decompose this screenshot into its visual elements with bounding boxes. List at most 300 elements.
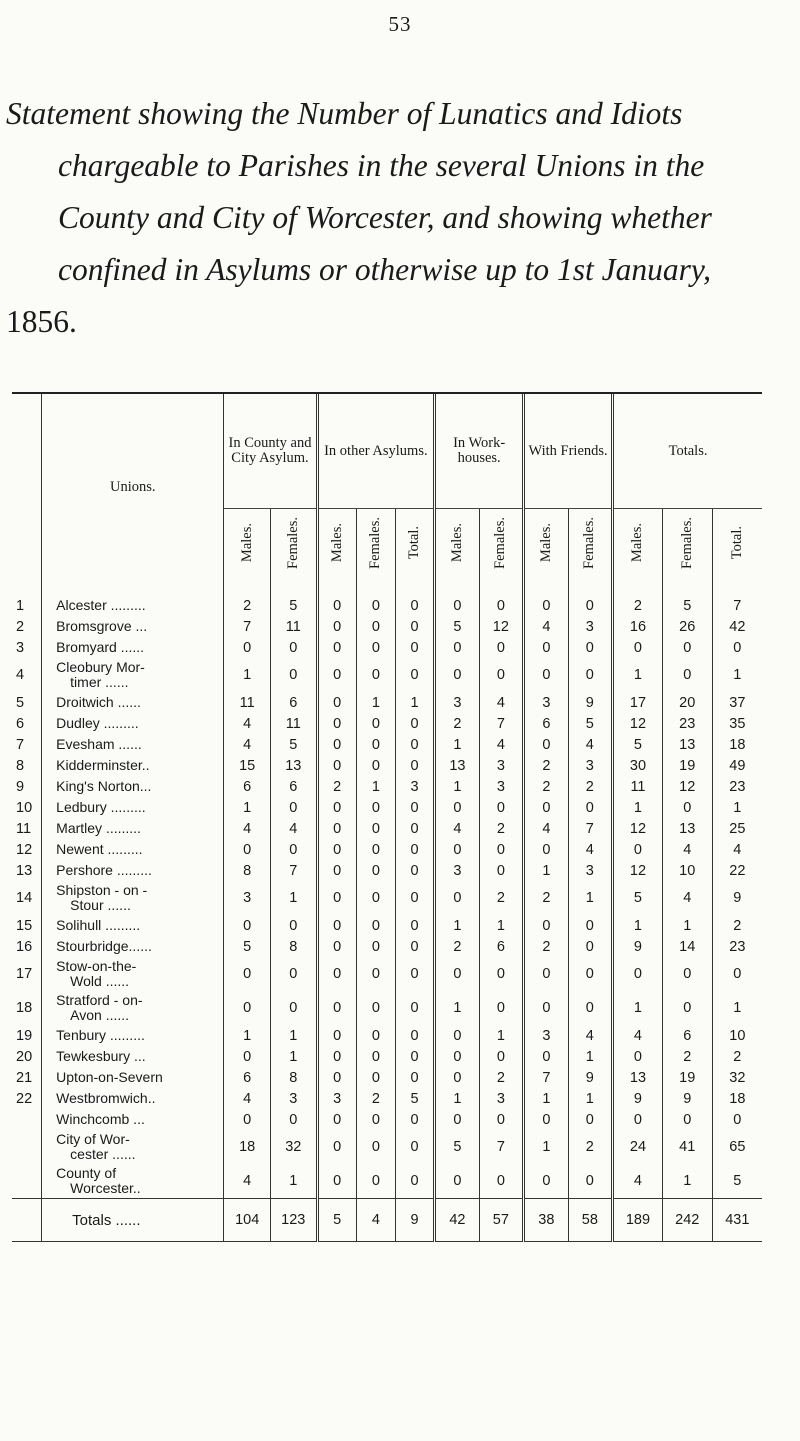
table-cell: 0 bbox=[662, 797, 712, 818]
table-cell: 0 bbox=[395, 957, 434, 991]
union-name-line-2: timer ...... bbox=[70, 674, 129, 690]
table-cell: 0 bbox=[317, 957, 356, 991]
table-cell: 0 bbox=[524, 957, 568, 991]
table-cell: 0 bbox=[662, 658, 712, 692]
table-cell: 0 bbox=[395, 839, 434, 860]
table-cell: 2 bbox=[435, 713, 479, 734]
header-workhouses: In Work-houses. bbox=[435, 394, 524, 509]
table-cell: 0 bbox=[395, 755, 434, 776]
table-cell: 0 bbox=[395, 616, 434, 637]
table-cell: 0 bbox=[568, 991, 612, 1025]
table-cell: 3 bbox=[524, 1025, 568, 1046]
table-cell: 0 bbox=[270, 839, 317, 860]
table-cell: 0 bbox=[568, 915, 612, 936]
table-cell: 3 bbox=[435, 860, 479, 881]
table-cell: 3 bbox=[317, 1088, 356, 1109]
table-cell: 0 bbox=[524, 658, 568, 692]
table-cell: 0 bbox=[613, 1046, 663, 1067]
union-name-line-1: Stow-on-the- bbox=[56, 958, 137, 974]
table-cell: 2 bbox=[224, 581, 271, 616]
totals-cell: 104 bbox=[224, 1199, 271, 1242]
table-cell: 1 bbox=[524, 1130, 568, 1164]
table-row bbox=[12, 1130, 762, 1164]
table-cell: 12 bbox=[613, 818, 663, 839]
table-cell: 0 bbox=[270, 915, 317, 936]
table-cell: 49 bbox=[712, 755, 762, 776]
totals-cell: 58 bbox=[568, 1199, 612, 1242]
col-females: Females. bbox=[356, 509, 395, 582]
table-cell: 1 bbox=[224, 658, 271, 692]
table-cell: 18 bbox=[712, 734, 762, 755]
col-males: Males. bbox=[613, 509, 663, 582]
table-row bbox=[12, 936, 762, 957]
table-cell: 0 bbox=[435, 1025, 479, 1046]
table-cell: 4 bbox=[568, 839, 612, 860]
table-cell: 7 bbox=[270, 860, 317, 881]
table-cell: 11 bbox=[224, 692, 271, 713]
table-cell: 0 bbox=[317, 860, 356, 881]
table-cell: 0 bbox=[317, 734, 356, 755]
union-name-line-1: Shipston - on - bbox=[56, 882, 148, 898]
union-name: Upton-on-Severn bbox=[42, 1067, 224, 1088]
union-name: Evesham ...... bbox=[42, 734, 224, 755]
table-cell: 0 bbox=[613, 1109, 663, 1130]
table-cell: 2 bbox=[479, 1067, 523, 1088]
table-cell: 9 bbox=[662, 1088, 712, 1109]
table-cell: 0 bbox=[479, 991, 523, 1025]
totals-cell: 9 bbox=[395, 1199, 434, 1242]
table-cell: 9 bbox=[712, 881, 762, 915]
totals-cell: 189 bbox=[613, 1199, 663, 1242]
table-cell: 1 bbox=[479, 915, 523, 936]
table-cell: 15 bbox=[224, 755, 271, 776]
table-cell: 0 bbox=[317, 1164, 356, 1199]
table-cell: 0 bbox=[356, 637, 395, 658]
table-cell: 0 bbox=[356, 734, 395, 755]
table-cell: 6 bbox=[479, 936, 523, 957]
table-cell: 0 bbox=[568, 658, 612, 692]
table-cell: 0 bbox=[479, 957, 523, 991]
table-cell: 0 bbox=[524, 637, 568, 658]
table-cell: 0 bbox=[356, 1025, 395, 1046]
table-cell: 4 bbox=[479, 734, 523, 755]
table-row bbox=[12, 991, 762, 1025]
table-cell: 2 bbox=[479, 818, 523, 839]
table-cell: 4 bbox=[662, 839, 712, 860]
page-number: 53 bbox=[388, 12, 412, 36]
table-cell: 9 bbox=[568, 692, 612, 713]
table-cell: 0 bbox=[317, 1130, 356, 1164]
union-name bbox=[42, 991, 224, 1025]
table-cell: 6 bbox=[270, 776, 317, 797]
table-cell: 16 bbox=[613, 616, 663, 637]
table-cell: 12 bbox=[613, 860, 663, 881]
totals-cell: 38 bbox=[524, 1199, 568, 1242]
totals-row bbox=[12, 1199, 762, 1242]
row-number bbox=[12, 1164, 42, 1199]
table-cell: 2 bbox=[568, 1130, 612, 1164]
table-cell: 1 bbox=[568, 1046, 612, 1067]
table-cell: 0 bbox=[356, 1109, 395, 1130]
table-row bbox=[12, 658, 762, 692]
table-cell: 0 bbox=[317, 991, 356, 1025]
table-cell: 1 bbox=[712, 797, 762, 818]
table-cell: 0 bbox=[356, 1067, 395, 1088]
table-cell: 0 bbox=[479, 797, 523, 818]
union-name: Bromyard ...... bbox=[42, 637, 224, 658]
table-row bbox=[12, 1088, 762, 1109]
table-cell: 4 bbox=[479, 692, 523, 713]
union-name: King's Norton... bbox=[42, 776, 224, 797]
table-cell: 0 bbox=[435, 839, 479, 860]
row-number: 2 bbox=[16, 618, 25, 635]
table-cell: 0 bbox=[479, 658, 523, 692]
table-cell: 2 bbox=[524, 755, 568, 776]
union-name bbox=[42, 881, 224, 915]
row-number: 8 bbox=[16, 757, 25, 774]
table-row bbox=[12, 957, 762, 991]
table-cell: 12 bbox=[613, 713, 663, 734]
col-females: Females. bbox=[479, 509, 523, 582]
title-line-4: confined in Asylums or otherwise up to 1st January, bbox=[58, 252, 712, 287]
table-cell: 13 bbox=[270, 755, 317, 776]
table-cell: 0 bbox=[317, 839, 356, 860]
table-cell: 32 bbox=[712, 1067, 762, 1088]
table-cell: 0 bbox=[395, 915, 434, 936]
table-cell: 24 bbox=[613, 1130, 663, 1164]
table-cell: 5 bbox=[613, 734, 663, 755]
row-number: 17 bbox=[16, 966, 33, 982]
table-cell: 2 bbox=[435, 936, 479, 957]
table-cell: 0 bbox=[613, 839, 663, 860]
table-cell: 0 bbox=[395, 637, 434, 658]
union-name: Droitwich ...... bbox=[42, 692, 224, 713]
table-cell: 6 bbox=[270, 692, 317, 713]
table-cell: 0 bbox=[524, 797, 568, 818]
table-cell: 0 bbox=[479, 1109, 523, 1130]
table-row bbox=[12, 860, 762, 881]
table-cell: 2 bbox=[712, 915, 762, 936]
col-males: Males. bbox=[224, 509, 271, 582]
table-cell: 19 bbox=[662, 755, 712, 776]
table-cell: 11 bbox=[270, 713, 317, 734]
header-county-asylum: In County and City Asylum. bbox=[224, 394, 317, 509]
row-number bbox=[12, 1109, 42, 1130]
row-number: 7 bbox=[16, 736, 25, 753]
table-cell: 1 bbox=[613, 797, 663, 818]
totals-cell: 57 bbox=[479, 1199, 523, 1242]
table-cell: 0 bbox=[395, 991, 434, 1025]
row-number: 1 bbox=[16, 597, 25, 614]
table-cell: 23 bbox=[662, 713, 712, 734]
table-cell: 0 bbox=[395, 658, 434, 692]
table-cell: 6 bbox=[224, 776, 271, 797]
table-cell: 0 bbox=[224, 915, 271, 936]
table-cell: 1 bbox=[224, 797, 271, 818]
totals-cell: 42 bbox=[435, 1199, 479, 1242]
table-cell: 4 bbox=[224, 734, 271, 755]
row-number: 9 bbox=[16, 778, 25, 795]
table-cell: 0 bbox=[224, 637, 271, 658]
table-cell: 4 bbox=[524, 616, 568, 637]
table-cell: 0 bbox=[224, 957, 271, 991]
table-row bbox=[12, 713, 762, 734]
table-cell: 3 bbox=[435, 692, 479, 713]
table-cell: 0 bbox=[524, 581, 568, 616]
table-cell: 0 bbox=[524, 1046, 568, 1067]
table-cell: 0 bbox=[224, 1109, 271, 1130]
table-cell: 6 bbox=[224, 1067, 271, 1088]
table-cell: 0 bbox=[435, 957, 479, 991]
table-cell: 0 bbox=[356, 936, 395, 957]
union-name: Solihull ......... bbox=[42, 915, 224, 936]
table-cell: 0 bbox=[317, 637, 356, 658]
table-row bbox=[12, 637, 762, 658]
table-cell: 1 bbox=[662, 1164, 712, 1199]
table-cell: 1 bbox=[712, 991, 762, 1025]
union-name: Westbromwich.. bbox=[42, 1088, 224, 1109]
col-males: Males. bbox=[435, 509, 479, 582]
table-cell: 5 bbox=[712, 1164, 762, 1199]
table-row bbox=[12, 755, 762, 776]
table-cell: 5 bbox=[435, 616, 479, 637]
table-cell: 32 bbox=[270, 1130, 317, 1164]
table-cell: 0 bbox=[317, 581, 356, 616]
union-name bbox=[42, 1164, 224, 1199]
table-cell: 8 bbox=[224, 860, 271, 881]
table-cell: 9 bbox=[568, 1067, 612, 1088]
table-cell: 0 bbox=[395, 1067, 434, 1088]
union-name: Winchcomb ... bbox=[42, 1109, 224, 1130]
table-cell: 2 bbox=[568, 776, 612, 797]
table-cell: 0 bbox=[356, 818, 395, 839]
table-cell: 2 bbox=[662, 1046, 712, 1067]
totals-cell: 5 bbox=[317, 1199, 356, 1242]
union-name: Alcester ......... bbox=[42, 581, 224, 616]
table-cell: 23 bbox=[712, 776, 762, 797]
header-unions: Unions. bbox=[42, 394, 224, 581]
table-row bbox=[12, 881, 762, 915]
totals-cell: 4 bbox=[356, 1199, 395, 1242]
table-cell: 0 bbox=[356, 860, 395, 881]
table-cell: 17 bbox=[613, 692, 663, 713]
table-cell: 0 bbox=[356, 1046, 395, 1067]
header-friends: With Friends. bbox=[524, 394, 613, 509]
table-cell: 0 bbox=[224, 1046, 271, 1067]
table-cell: 2 bbox=[479, 881, 523, 915]
table-cell: 2 bbox=[524, 776, 568, 797]
table-cell: 4 bbox=[662, 881, 712, 915]
table-cell: 0 bbox=[356, 616, 395, 637]
table-cell: 0 bbox=[270, 637, 317, 658]
table-cell: 7 bbox=[568, 818, 612, 839]
row-number: 15 bbox=[16, 917, 33, 934]
union-name: Newent ......... bbox=[42, 839, 224, 860]
table-cell: 18 bbox=[712, 1088, 762, 1109]
table-cell: 0 bbox=[270, 1109, 317, 1130]
table-cell: 0 bbox=[712, 637, 762, 658]
table-cell: 2 bbox=[524, 936, 568, 957]
union-name: Tenbury ......... bbox=[42, 1025, 224, 1046]
row-number: 21 bbox=[16, 1069, 33, 1086]
row-number bbox=[12, 1130, 42, 1164]
union-name bbox=[42, 1130, 224, 1164]
table-cell: 13 bbox=[662, 734, 712, 755]
table-cell: 0 bbox=[435, 1046, 479, 1067]
table-cell: 7 bbox=[479, 713, 523, 734]
table-cell: 19 bbox=[662, 1067, 712, 1088]
table-cell: 4 bbox=[224, 818, 271, 839]
table-cell: 0 bbox=[395, 860, 434, 881]
table-row bbox=[12, 1046, 762, 1067]
table-cell: 1 bbox=[613, 658, 663, 692]
table-cell: 0 bbox=[270, 658, 317, 692]
table-cell: 20 bbox=[662, 692, 712, 713]
table-row bbox=[12, 616, 762, 637]
row-number: 6 bbox=[16, 715, 25, 732]
table-cell: 3 bbox=[224, 881, 271, 915]
table-row bbox=[12, 734, 762, 755]
table-cell: 0 bbox=[524, 1109, 568, 1130]
table-cell: 3 bbox=[568, 616, 612, 637]
table-cell: 0 bbox=[356, 713, 395, 734]
totals-label: Totals ...... bbox=[42, 1199, 224, 1242]
table-cell: 0 bbox=[395, 1130, 434, 1164]
table-cell: 1 bbox=[435, 734, 479, 755]
table-cell: 22 bbox=[712, 860, 762, 881]
table-cell: 5 bbox=[395, 1088, 434, 1109]
table-cell: 0 bbox=[524, 1164, 568, 1199]
table-cell: 1 bbox=[712, 658, 762, 692]
table-cell: 1 bbox=[356, 776, 395, 797]
table-cell: 1 bbox=[356, 692, 395, 713]
table-cell: 0 bbox=[524, 991, 568, 1025]
table-cell: 0 bbox=[356, 658, 395, 692]
union-name-line-2: Avon ...... bbox=[70, 1007, 130, 1023]
header-totals: Totals. bbox=[613, 394, 762, 509]
table-row bbox=[12, 776, 762, 797]
table-cell: 0 bbox=[317, 915, 356, 936]
table-cell: 0 bbox=[524, 915, 568, 936]
col-total: Total. bbox=[395, 509, 434, 582]
row-number: 3 bbox=[16, 639, 25, 656]
table-cell: 12 bbox=[479, 616, 523, 637]
table-cell: 0 bbox=[395, 1109, 434, 1130]
table-cell: 4 bbox=[224, 1088, 271, 1109]
col-males: Males. bbox=[317, 509, 356, 582]
table-cell: 0 bbox=[568, 797, 612, 818]
row-number: 10 bbox=[16, 799, 33, 816]
table-cell: 3 bbox=[568, 860, 612, 881]
table-cell: 5 bbox=[662, 581, 712, 616]
table-cell: 13 bbox=[662, 818, 712, 839]
table-cell: 65 bbox=[712, 1130, 762, 1164]
table-cell: 2 bbox=[712, 1046, 762, 1067]
table-cell: 3 bbox=[568, 755, 612, 776]
row-number: 11 bbox=[16, 820, 32, 837]
table-cell: 0 bbox=[317, 713, 356, 734]
table-cell: 0 bbox=[568, 1164, 612, 1199]
table-cell: 1 bbox=[435, 991, 479, 1025]
table-cell: 1 bbox=[568, 881, 612, 915]
table-cell: 0 bbox=[317, 936, 356, 957]
table-cell: 4 bbox=[435, 818, 479, 839]
table-row bbox=[12, 797, 762, 818]
table-cell: 0 bbox=[524, 734, 568, 755]
row-number: 22 bbox=[16, 1090, 33, 1107]
table-cell: 0 bbox=[479, 839, 523, 860]
union-name-line-2: Worcester.. bbox=[70, 1180, 141, 1196]
table-cell: 1 bbox=[524, 860, 568, 881]
table-cell: 0 bbox=[356, 1130, 395, 1164]
table-cell: 0 bbox=[356, 581, 395, 616]
table-cell: 0 bbox=[568, 637, 612, 658]
table-cell: 1 bbox=[435, 1088, 479, 1109]
union-name: Martley ......... bbox=[42, 818, 224, 839]
table-cell: 0 bbox=[270, 991, 317, 1025]
table-cell: 0 bbox=[356, 1164, 395, 1199]
table-cell: 0 bbox=[435, 637, 479, 658]
table-body bbox=[12, 581, 762, 1242]
table-cell: 4 bbox=[224, 713, 271, 734]
row-number: 12 bbox=[16, 841, 33, 858]
table-cell: 0 bbox=[395, 936, 434, 957]
table-cell: 8 bbox=[270, 1067, 317, 1088]
table-cell: 5 bbox=[224, 936, 271, 957]
table-cell: 5 bbox=[435, 1130, 479, 1164]
table-cell: 0 bbox=[356, 755, 395, 776]
table-cell: 3 bbox=[479, 776, 523, 797]
table-cell: 5 bbox=[270, 734, 317, 755]
table-cell: 0 bbox=[317, 658, 356, 692]
table-cell: 0 bbox=[568, 1109, 612, 1130]
table-cell: 0 bbox=[224, 839, 271, 860]
title-line-2: chargeable to Parishes in the several Unions in the bbox=[58, 148, 705, 183]
table-cell: 4 bbox=[524, 818, 568, 839]
table-cell: 42 bbox=[712, 616, 762, 637]
table-cell: 0 bbox=[356, 881, 395, 915]
table-cell: 1 bbox=[662, 915, 712, 936]
table-cell: 0 bbox=[317, 616, 356, 637]
table-cell: 0 bbox=[712, 1109, 762, 1130]
table-cell: 3 bbox=[524, 692, 568, 713]
table-cell: 0 bbox=[395, 881, 434, 915]
table-cell: 9 bbox=[613, 1088, 663, 1109]
row-number: 5 bbox=[16, 694, 25, 711]
union-name: Pershore ......... bbox=[42, 860, 224, 881]
table-cell: 1 bbox=[613, 991, 663, 1025]
union-name: Tewkesbury ... bbox=[42, 1046, 224, 1067]
table-cell: 0 bbox=[270, 797, 317, 818]
union-name: Bromsgrove ... bbox=[42, 616, 224, 637]
table-cell: 0 bbox=[395, 581, 434, 616]
table-cell: 0 bbox=[479, 637, 523, 658]
table-cell: 0 bbox=[568, 936, 612, 957]
table-cell: 4 bbox=[712, 839, 762, 860]
table-cell: 13 bbox=[435, 755, 479, 776]
totals-cell: 123 bbox=[270, 1199, 317, 1242]
table-cell: 3 bbox=[479, 1088, 523, 1109]
table-cell: 9 bbox=[613, 936, 663, 957]
table-cell: 0 bbox=[317, 818, 356, 839]
col-females: Females. bbox=[662, 509, 712, 582]
table-cell: 7 bbox=[224, 616, 271, 637]
table-cell: 0 bbox=[395, 734, 434, 755]
row-number: 4 bbox=[16, 667, 25, 683]
table-cell: 0 bbox=[317, 1109, 356, 1130]
table-row bbox=[12, 581, 762, 616]
table-cell: 3 bbox=[270, 1088, 317, 1109]
